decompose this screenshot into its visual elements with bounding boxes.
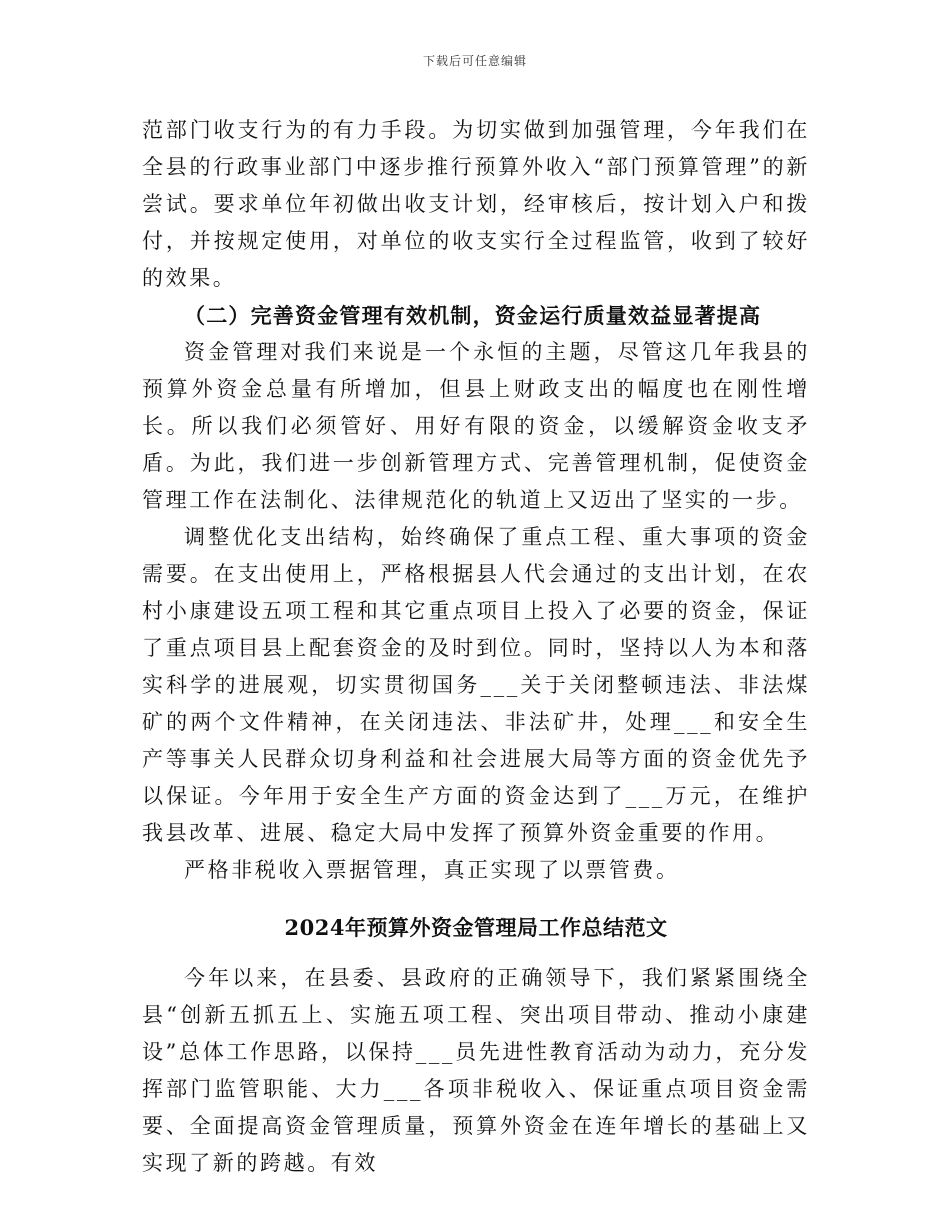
paragraph-receipt-management: 严格非税收入票据管理，真正实现了以票管费。	[184, 858, 680, 882]
page-header: 下载后可任意编辑	[422, 54, 527, 68]
document-body	[142, 112, 810, 1182]
paragraph-expenditure-structure: 调整优化支出结构，始终确保了重点工程、重大事项的资金需要。在支出使用上，严格根据县人代会通过的支出计划，在农村小康建设五项工程和其它重点项目上投入了必要的资金，保证了重点项目县上配套资金的及时到位。同时，坚持以人为本和落实科学的进展观，切实贯彻国务___关于关闭整顿违法、非法煤矿的两个文件精神，在关闭违法、非法矿井，处理___和安全生产等事关人民群众切身利益和社会进展大局等方面的资金优先予以保证。今年用于安全生产方面的资金达到了___万元，在维护我县改革、进展、稳定大局中发挥了预算外资金重要的作用。	[142, 525, 810, 845]
paragraph-continued: 范部门收支行为的有力手段。为切实做到加强管理，今年我们在全县的行政事业部门中逐步推行预算外收入“部门预算管理”的新尝试。要求单位年初做出收支计划，经审核后，按计划入户和拨付，并按规定使用，对单位的收支实行全过程监管，收到了较好的效果。	[142, 118, 810, 290]
paragraph-intro: 今年以来，在县委、县政府的正确领导下，我们紧紧围绕全县“创新五抓五上、实施五项工程、突出项目带动、推动小康建设”总体工作思路，以保持___员先进性教育活动为动力，充分发挥部门监管职能、大力___各项非税收入、保证重点项目资金需要、全面提高资金管理质量，预算外资金在连年增长的基础上又实现了新的跨越。有效	[142, 966, 810, 1175]
paragraph-fund-management: 资金管理对我们来说是一个永恒的主题，尽管这几年我县的预算外资金总量有所增加，但县上财政支出的幅度也在刚性增长。所以我们必须管好、用好有限的资金，以缓解资金收支矛盾。为此，我们进一步创新管理方式、完善管理机制，促使资金管理工作在法制化、法律规范化的轨道上又迈出了坚实的一步。	[142, 340, 810, 512]
document-title: 2024年预算外资金管理局工作总结范文	[284, 915, 668, 940]
section-subheading: （二）完善资金管理有效机制，资金运行质量效益显著提高	[184, 303, 762, 328]
